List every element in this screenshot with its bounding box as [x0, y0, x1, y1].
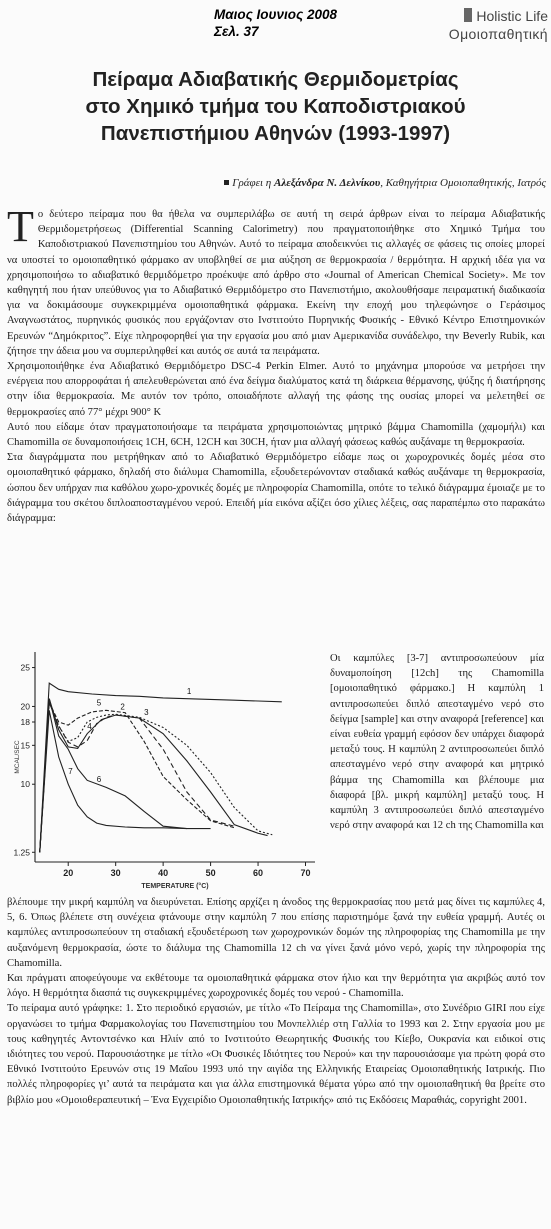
- article-title: [0, 66, 551, 147]
- author-name: Αλεξάνδρα Ν. Δελνίκου: [273, 177, 381, 189]
- paragraph-7: Το πείραμα αυτό γράφηκε: 1. Στο περιοδικό εργασιών, με τίτλο «Το Πείραμα της Chamomilla», στο Συνέδριο GIRI που είχε οργανώσει το τμήμα Φαρμακολογίας του Πανεπιστημίου του Μονπελλιέρ στη Γαλλία το 1993 και 2. Στην εργασία μου με τους καθηγητές Αντοντσένκο και Ηλιίν από το Ινστιτούτο Θεωρητικής Φυσικής του Κίεβο, Ουκρανία και ειδικοί στις ιδιότητες του νερού. Παρουσιάστηκε με τίτλο «Οι Φυσικές Ιδιότητες του Νερού» και την παρουσιάσαμε για πρώτη φορά στο Εθνικό Ινστιτούτο Ερευνών στις 19 Μαΐου 1993 υπό την αιγίδα της Ελληνικής Εταιρείας Ομοιοπαθητικής Ιατρικής. Πιο πολλές πληροφορίες γι’ αυτά τα πειράματα και για άλλα επιστημονικά θέματα γύρω από την ομοιοπαθητική θα βρείτε στο βιβλίο μου «Ομοιοθεραπευτική – Ένα Εγχειρίδιο Ομοιοπαθητικής Ιατρικής» από τις Εκδόσεις Μαραθιάς, copyright 2001.: [7, 1003, 545, 1106]
- curve-label-2: 2: [120, 702, 125, 712]
- brand-name: Holistic Life: [476, 8, 548, 24]
- article-body-top: [7, 202, 545, 526]
- y-tick-label-3: 18: [20, 717, 30, 727]
- x-tick-label-5: 70: [300, 868, 311, 878]
- y-tick-label-5: 25: [20, 662, 30, 673]
- x-tick-label-1: 30: [110, 868, 121, 878]
- curve-label-7: 7: [68, 767, 73, 777]
- title-line-2: στο Χημικό τμήμα του Καποδιστριακού: [85, 95, 466, 118]
- paragraph-6: Και πράγματι αποφεύγουμε να εκθέτουμε τα ομοιοπαθητικά φάρμακα στον ήλιο και την θερμότητα για ακριβώς αυτό τον λόγο. Η θερμότητα διασπά τις συγκεκριμμένες χωροχρονικές δομές του νερού - Chamomilla.: [7, 973, 545, 1000]
- x-axis-label: TEMPERATURE (°C): [141, 883, 209, 890]
- paragraph-4: Στα διαγράμματα που μετρήθηκαν από το Αδιαβατικό Θερμιδόμετρο είδαμε πως οι χωροχρονικές δομές μέσα στο ομοιοπαθητικό φάρμακο, δηλαδή στο διάλυμα Chamomilla, εξουδετερώνονταν σταδιακά καθώς αυξάναμε τη θερμοκρασία, ώσπου δεν υπήρχαν πια καθόλου χωρο-χρονικές δομές με πληροφορία Chamomilla, οπότε το τελικό διάγραμμα έμοιαζε με το διάγραμμα του σκέτου διπλοαποσταγμένου νερού. Επειδή μία εικόνα αξίζει όσο χίλιες λέξεις, σας παραπέμπω στο παρακάτω διάγραμμα:: [7, 452, 545, 525]
- series-line-5: [40, 703, 235, 853]
- x-tick-label-0: 20: [63, 868, 74, 878]
- curve-label-5: 5: [96, 698, 102, 708]
- issue-date: Μαιος Ιουνιος 2008: [214, 7, 338, 22]
- dsc-chart: [7, 640, 323, 892]
- drop-cap: Τ: [7, 202, 34, 251]
- page-number: Σελ. 37: [214, 24, 259, 39]
- issue-info: [214, 6, 404, 40]
- byline-square-icon: [224, 180, 229, 185]
- article-body-bottom: [7, 895, 545, 1108]
- brand-bar-icon: [464, 8, 472, 22]
- magazine-brand: [388, 7, 548, 61]
- y-tick-label-4: 20: [20, 701, 30, 712]
- y-axis-label: MCAL/SEC: [14, 740, 21, 774]
- x-tick-label-3: 50: [205, 868, 216, 878]
- paragraph-2: Χρησιμοποιήθηκε ένα Αδιαβατικό Θερμιδόμετρο DSC-4 Perkin Elmer. Αυτό το μηχάνημα μπορούσε να μετρήσει την ενέργεια που απορροφάται ή απελευθερώνεται από ένα δείγμα διαλύματος κατά τη διάρκεια θέρμανσης, ψύξης ή διατήρησης στην ίδια θερμοκρασία. Με αυτόν τον τρόπο, οποιαδήποτε αλλαγή της φάσης της ουσίας μπορεί να μελετηθεί σε θερμοκρασίες από 77° μέχρι 900° Κ: [7, 361, 545, 418]
- y-tick-label-1: 10: [20, 779, 30, 790]
- y-tick-label-0: 1.25: [13, 847, 30, 858]
- curve-label-1: 1: [186, 687, 192, 696]
- series-line-3: [40, 699, 268, 853]
- byline: [0, 176, 546, 190]
- y-tick-label-2: 15: [20, 740, 30, 751]
- paragraph-5: βλέπουμε την μικρή καμπύλη να διευρύνεται. Επίσης αρχίζει η άνοδος της θερμοκρασίας που μετά μας δίνει τις καμπύλες 4, 5, 6. Όπως βλέπετε στη συνέχεια φτάνουμε στην καμπύλη 7 που επίσης παριστημόμε ξανά την ευθεία γραμμή. Αυτές οι καμπύλες αντιπροσωπεύουν τη σταδιακή εξουδετέρωση των χωροχρονικών δομών της πληροφορίας της Chamomilla με την αυξανόμενη θερμοκρασία, ώστε το διάλυμα της Chamomilla 12 ch να γίνει ξανά μόνο νερό, χωρίς την πληροφορία της Chamomilla.: [7, 897, 545, 969]
- byline-prefix: Γράφει η: [232, 177, 272, 189]
- series-line-4: [40, 703, 273, 853]
- paragraph-1: Το δεύτερο πείραμα που θα ήθελα να συμπεριλάβω σε αυτή τη σειρά άρθρων είναι το πείραμα Αδιαβατικής Θερμιδομετρήσεως (Differential Scanning Calorimetry) που πραγματοποιήθηκε στο Χημικό Τμήμα του Καποδιστριακού Πανεπιστημίου του Αθηνών. Αυτό το πείραμα αποδεικνύει τις αλλαγές σε φάσεις τις οποίες μπορεί να υποστεί το ομοιοπαθητικό φάρμακο αν υποβληθεί σε μια αύξηση σε θερμοκρασία / θερμότητα. Η αρχική ιδέα για να χρησιμοποιήσω το αδιαβατικό θερμιδόμετρο προέκυψε από άρθρο στο «Journal of American Chemical Society». Με τον καθηγητή που ήταν υπεύθυνος για το Αδιαβατικό Θερμιδόμετρο στο Πανεπιστήμιο, ακολουθήσαμε πειραματική διαδικασία για να δοκιμάσουμε συγκεκριμμένα ομοιοπαθητικά φάρμακα. Εκείνη την εποχή μου τηλεφώνησε ο Γεράσιμος Αναγνωστάτος, πυρηνικός φυσικός που εργάζονταν στο Ινστιτούτο Πυρηνικής Φυσικής - Εθνικό Κέντρο Επιστημονικών Ερευνών “Δημόκριτος”. Είχε πληροφορηθεί για την εργασία μου από μιαν Αμερικανίδα συνάδελφο, την Beverly Rubik, και ζήτησε την άδεια μου να συμπεριληφθεί και αυτός σε αυτά τα πειράματα.: [7, 202, 545, 357]
- chart-caption-text: Οι καμπύλες [3-7] αντιπροσωπεύουν μία δυναμοποίηση [12ch] της Chamomilla [ομοιοπαθητικό φάρμακο.] Η καμπύλη 1 αντιπροσωπεύει διπλό απεσταγμένο νερό στο δείγμα [sample] και στην αναφορά [reference] και είναι ευθεία γραμμή εφόσον δεν υπάρχει διαφορά μεταξύ τους. Η καμπύλη 2 αντιπροσωπεύει διπλό απεσταγμένο νερό στην αναφορά και μητρικό βάμμα της Chamomilla και βλέπουμε μια διαφορά [βλ. μικρή καμπύλη] μεταξύ τους. Η καμπύλη 3 αντιπροσωπεύει διπλό απεσταγμένο νερό στην αναφορά και 12 ch της Chamomilla και: [330, 653, 544, 832]
- series-line-1: [40, 683, 282, 852]
- title-line-3: Πανεπιστήμιου Αθηνών (1993-1997): [100, 122, 451, 145]
- x-tick-label-2: 40: [158, 868, 169, 878]
- title-line-1: Πείραμα Αδιαβατικής Θερμιδομετρίας: [92, 68, 459, 91]
- paragraph-3: Αυτό που είδαμε όταν πραγματοποιήσαμε τα πειράματα χρησιμοποιώντας μητρικό βάμμα Chamomilla (χαμομήλι) και Chamomilla σε δυναμοποιήσεις 1CH, 6CH, 12CH και 30CH, ήταν μια αλλαγή φάσεως καθώς αυξάναμε τη θερμοκρασία.: [7, 421, 545, 449]
- curve-label-6: 6: [96, 774, 102, 784]
- curve-label-3: 3: [144, 708, 149, 717]
- x-tick-label-4: 60: [253, 868, 264, 878]
- series-line-6: [40, 699, 187, 853]
- brand-subtitle: Ομοιοπαθητική: [448, 26, 548, 42]
- curve-label-4: 4: [87, 722, 92, 731]
- series-line-7: [40, 710, 211, 852]
- byline-suffix: , Καθηγήτρια Ομοιοπαθητικής, Ιατρός: [380, 177, 546, 189]
